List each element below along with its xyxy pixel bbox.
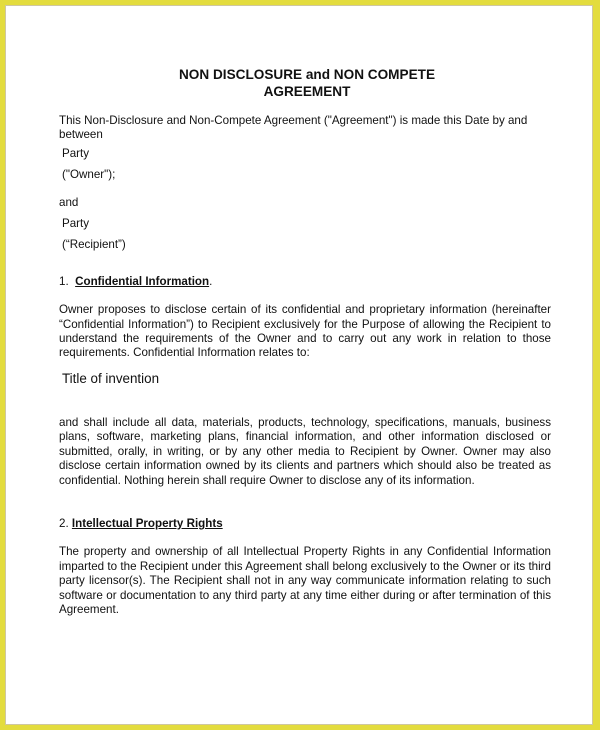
section-1-number: 1. bbox=[59, 274, 69, 288]
title-line-1: NON DISCLOSURE and NON COMPETE bbox=[178, 67, 436, 82]
section-1-title-suffix: . bbox=[209, 274, 213, 288]
title-of-invention-field: Title of invention bbox=[62, 370, 160, 386]
party2-label: Party bbox=[62, 217, 90, 231]
section-2-heading bbox=[59, 517, 551, 531]
section-1-paragraph-2: and shall include all data, materials, products, technology, specifications, manuals, business plans, software, marketing plans, financial information, and other information disclosed or submitted, orally, in writing, or by any other media to Recipient by Owner. Owner may also disclose certain information owned by its clients and partners which should also be treated as confidential. Nothing herein shall require Owner to disclose any of its information. bbox=[59, 415, 551, 487]
and-text: and bbox=[59, 195, 79, 209]
document-content bbox=[59, 66, 551, 617]
section-2-paragraph-1: The property and ownership of all Intellectual Property Rights in any Confidential Information imparted to the Recipient under this Agreement shall belong exclusively to the Owner or its third party licensor(s). The Recipient shall not in any way communicate information relating to such software or documentation to any third party at any time either during or after termination of this Agreement. bbox=[59, 545, 551, 616]
section-2-title: Intellectual Property Rights bbox=[71, 516, 223, 530]
document-title bbox=[59, 66, 551, 100]
section-2-number: 2. bbox=[59, 516, 69, 530]
party1-role: ("Owner"); bbox=[62, 168, 116, 182]
section-1-title: Confidential Information bbox=[75, 274, 210, 288]
title-line-2: AGREEMENT bbox=[263, 84, 351, 99]
section-1-heading bbox=[59, 275, 551, 289]
intro-paragraph: This Non-Disclosure and Non-Compete Agreement ("Agreement") is made this Date by and between bbox=[59, 114, 528, 142]
party1-label: Party bbox=[62, 146, 90, 160]
section-1-paragraph-1: Owner proposes to disclose certain of its confidential and proprietary information (hereinafter “Confidential Information”) to Recipient exclusively for the Purpose of allowing the Recipient to understand the requirements of the Owner and to carry out any work in relation to those requirements. Confidential Information relates to: bbox=[59, 303, 551, 360]
party2-role: (“Recipient”) bbox=[62, 238, 126, 252]
document-page bbox=[5, 5, 593, 725]
